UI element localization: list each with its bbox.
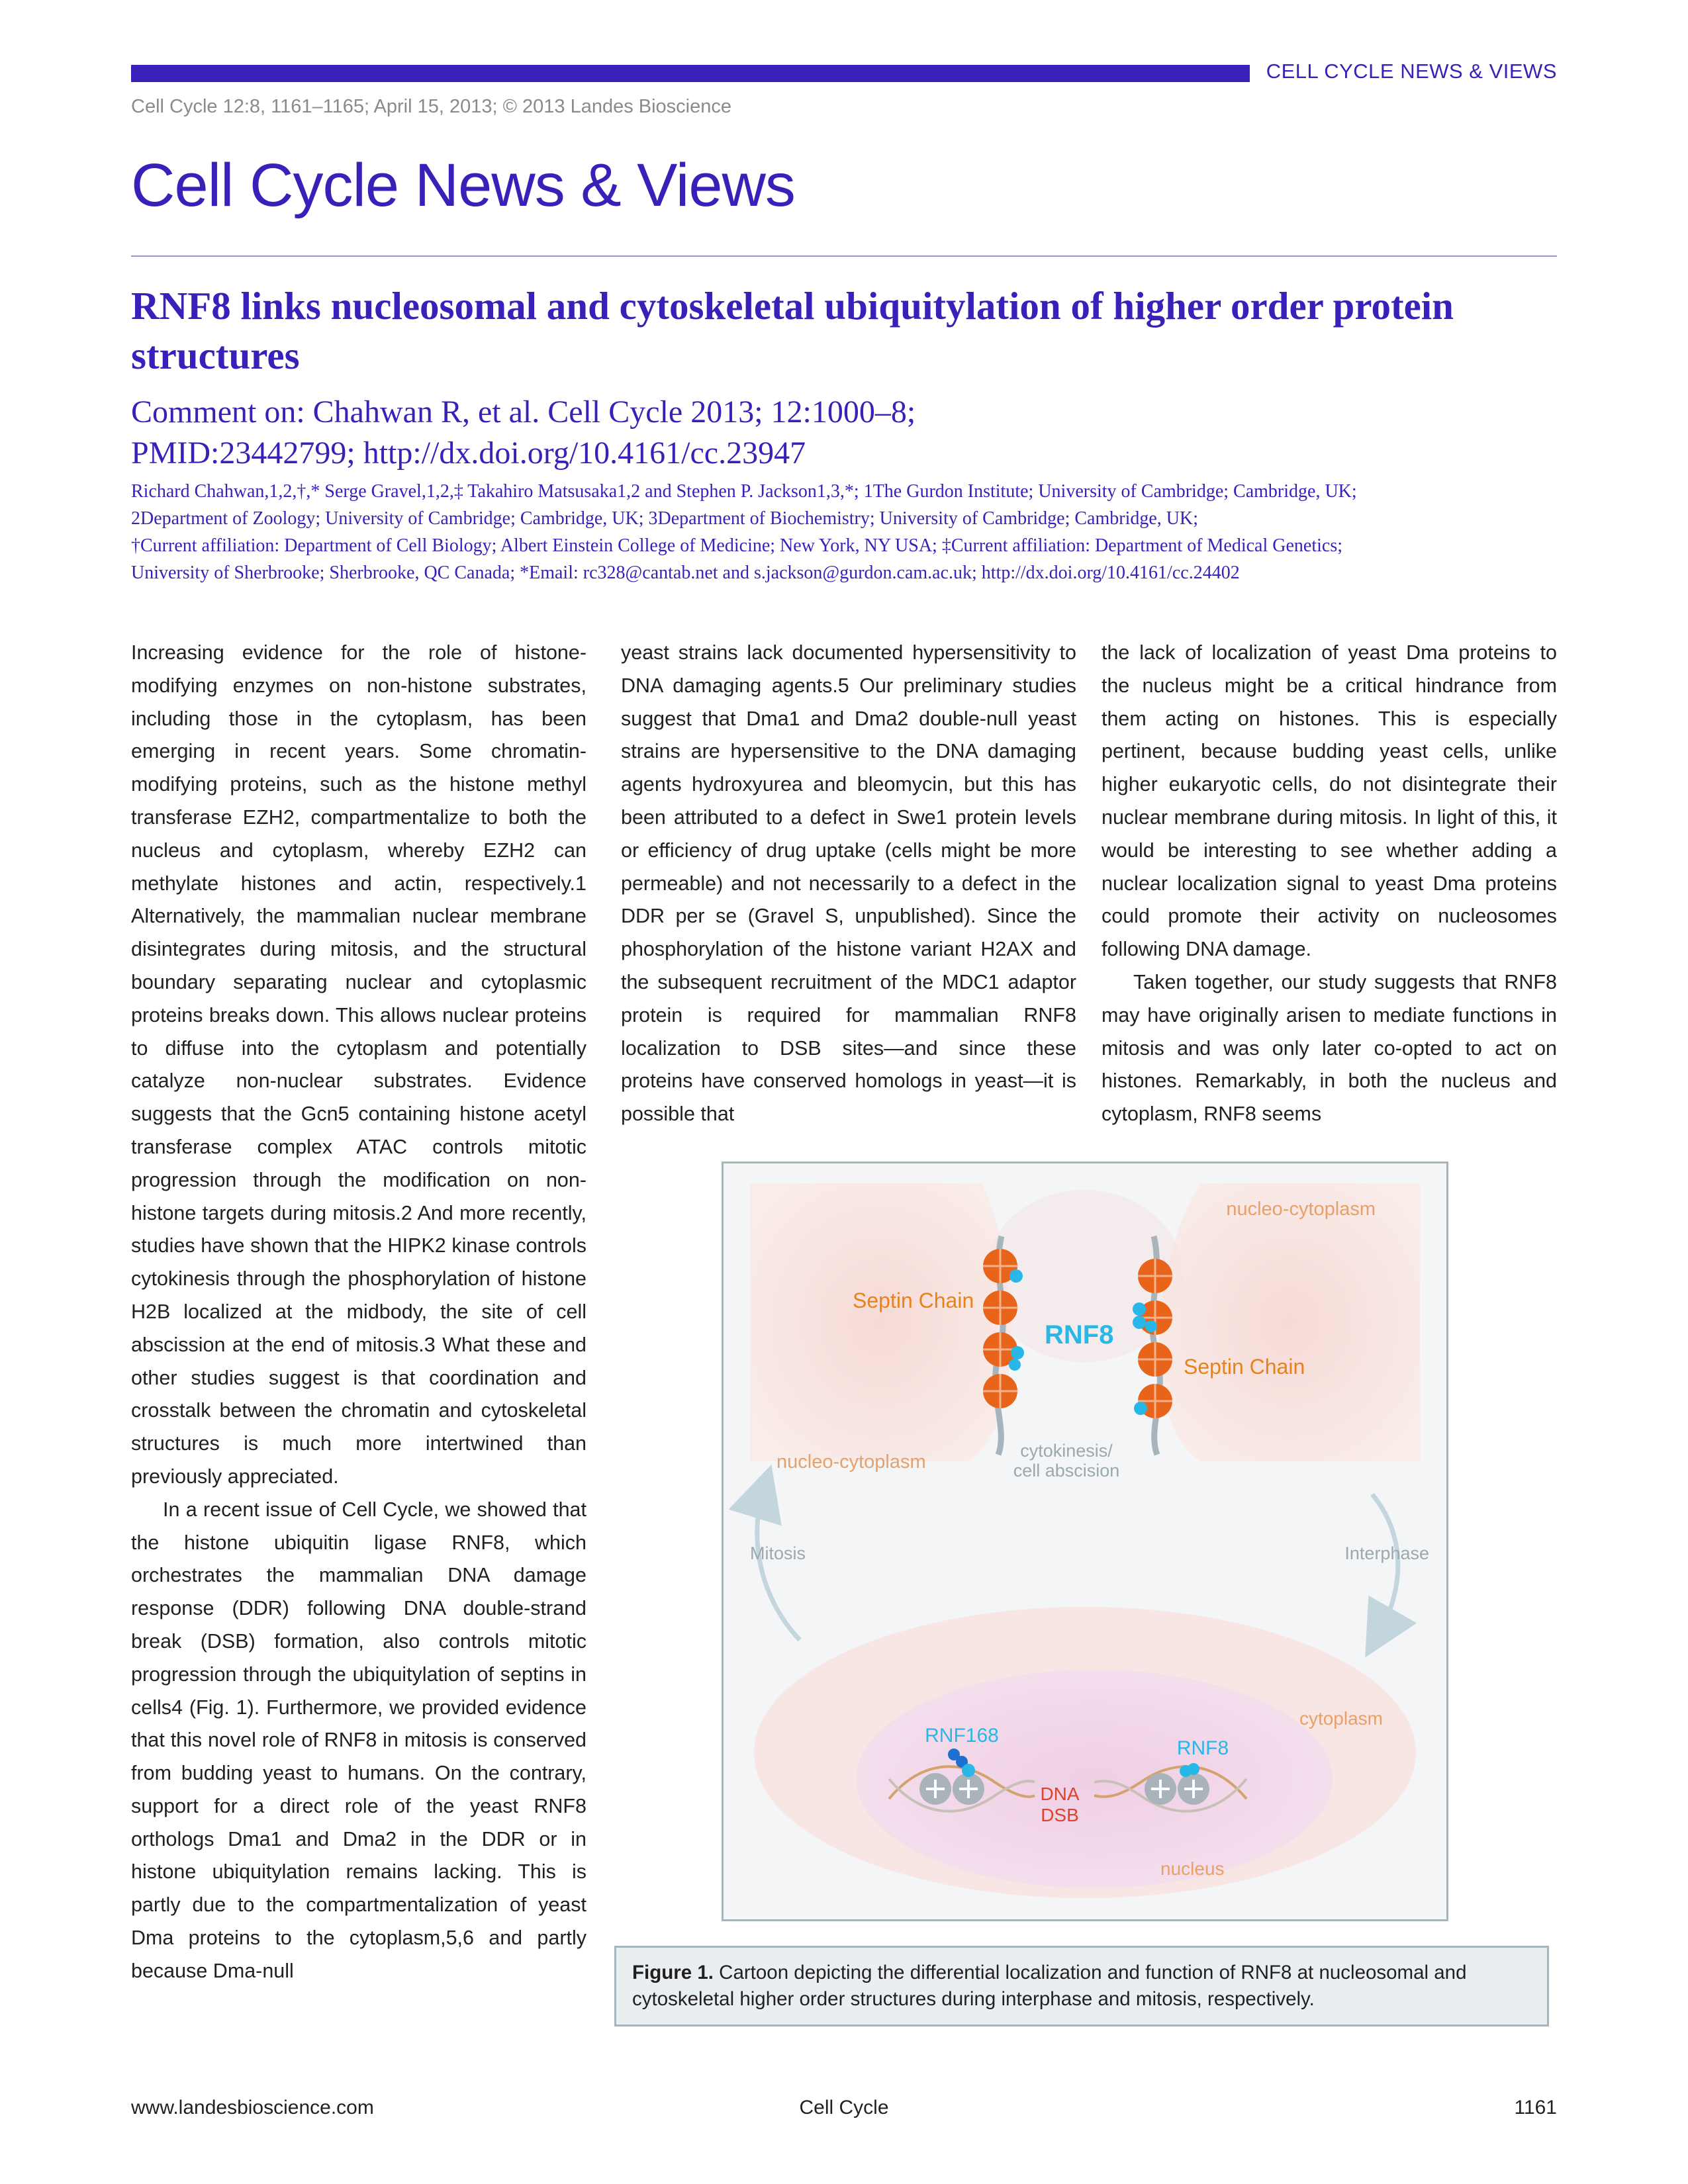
label-dna: DNA: [1040, 1784, 1080, 1804]
mitotic-cell-right: [1159, 1183, 1421, 1461]
footer-website: www.landesbioscience.com: [131, 2097, 374, 2118]
paragraph: Increasing evidence for the role of histone-modifying enzymes on non-histone substrates, including those in the cytoplasm, has been emerging in recent years. Some chromatin-modifying proteins, such as the histone methyl transferase EZH2, compartmentalize to both the nucleus and cytoplasm, whereby EZH2 can methylate histones and actin, respectively.1 Alternatively, the mammalian nuclear membrane disintegrates during mitosis, and the structural boundary separating nuclear and cytoplasmic proteins breaks down. This allows nuclear proteins to diffuse into the cytoplasm and potentially catalyze non-nuclear substrates. Evidence suggests that the Gcn5 containing histone acetyl transferase complex ATAC controls mitotic progression through the modification on non-histone targets during mitosis.2 And more recently, studies have shown that the HIPK2 kinase controls cytokinesis through the phosphorylation of histone H2B localized at the midbody, the site of cell abscission at the end of mitosis.3 What these and other studies suggest is that coordination and crosstalk between the chromatin and cytoskeletal structures is much more intertwined than previously appreciated.: [131, 641, 586, 1488]
journal-citation: Cell Cycle 12:8, 1161–1165; April 15, 2013; © 2013 Landes Bioscience: [131, 96, 732, 117]
figure-1-diagram: [724, 1163, 1446, 1919]
comment-line-2: PMID:23442799; http://dx.doi.org/10.4161/cc.23947: [131, 435, 806, 471]
article-title: RNF8 links nucleosomal and cytoskeletal ubiquitylation of higher order protein structures: [131, 284, 1454, 377]
header-color-bar: [131, 65, 1250, 82]
figure-1: [722, 1161, 1448, 1921]
paragraph: Taken together, our study suggests that RNF8 may have originally arisen to mediate functions in mitosis and was only later co-opted to act on histones. Remarkably, in both the nucleus and cytoplasm, RNF8 seems: [1102, 970, 1557, 1126]
footer-journal: Cell Cycle: [799, 2097, 889, 2118]
caption-text: Cartoon depicting the differential localization and function of RNF8 at nucleosomal and cytoskeletal higher order structures during interphase and mitosis, respectively.: [632, 1962, 1467, 2010]
caption-label: Figure 1.: [632, 1962, 714, 1983]
mitotic-cell-left: [750, 1183, 1011, 1461]
section-tag: CELL CYCLE NEWS & VIEWS: [1266, 60, 1557, 83]
label-cytoplasm: cytoplasm: [1299, 1708, 1383, 1729]
label-cytokinesis: cytokinesis/: [1020, 1441, 1113, 1461]
label-nucleus: nucleus: [1160, 1858, 1225, 1879]
paragraph: In a recent issue of Cell Cycle, we showed that the histone ubiquitin ligase RNF8, which orchestrates the mammalian DNA damage response (DDR) following DNA double-strand break (DSB) formation, also controls mitotic progression through the ubiquitylation of septins in cells4 (Fig. 1). Furthermore, we provided evidence that this novel role of RNF8 in mitosis is conserved from budding yeast to humans. On the contrary, support for a direct role of the yeast RNF8 orthologs Dma1 and Dma2 in the DDR or in histone ubiquitylation remains lacking. This is partly due to the compartmentalization of yeast Dma proteins to the cytoplasm,5,6 and partly because Dma-null: [131, 1498, 586, 1982]
paragraph: the lack of localization of yeast Dma proteins to the nucleus might be a critical hindrance from them acting on histones. This is especially pertinent, because budding yeast cells, unlike higher eukaryotic cells, do not disintegrate their nuclear membrane during mitosis. In light of this, it would be interesting to see whether adding a nuclear localization signal to yeast Dma proteins could promote their activity on nucleosomes following DNA damage.: [1102, 641, 1557, 961]
label-dsb: DSB: [1041, 1805, 1079, 1825]
label-interphase: Interphase: [1344, 1543, 1429, 1563]
label-rnf168: RNF168: [925, 1725, 999, 1747]
author-affiliations: [131, 478, 1557, 586]
body-column-3: [1102, 637, 1557, 1131]
header-divider: [131, 255, 1557, 257]
label-mitosis: Mitosis: [750, 1543, 806, 1563]
label-septin-chain-right: Septin Chain: [1184, 1355, 1305, 1379]
affiliation-line-4: University of Sherbrooke; Sherbrooke, QC Canada; *Email: rc328@cantab.net and s.jackson@gurdon.cam.ac.uk; http://dx.doi.org/10.4161/cc.24402: [131, 563, 1240, 583]
affiliation-line-1: Richard Chahwan,1,2,†,* Serge Gravel,1,2,‡ Takahiro Matsusaka1,2 and Stephen P. Jackson1,3,*; 1The Gurdon Institute; University of Cambridge; Cambridge, UK;: [131, 481, 1357, 502]
figure-caption: [614, 1946, 1549, 2026]
label-nucleo-cytoplasm-top: nucleo-cytoplasm: [1226, 1199, 1376, 1220]
body-column-2: [621, 637, 1076, 1131]
label-cell-abscision: cell abscision: [1013, 1461, 1120, 1480]
affiliation-line-2: 2Department of Zoology; University of Cambridge; Cambridge, UK; 3Department of Biochemistry; University of Cambridge; Cambridge, UK;: [131, 508, 1199, 529]
label-nucleo-cytoplasm-left: nucleo-cytoplasm: [776, 1451, 926, 1473]
paragraph: yeast strains lack documented hypersensitivity to DNA damaging agents.5 Our preliminary studies suggest that Dma1 and Dma2 double-null yeast strains are hypersensitive to the DNA damaging agents hydroxyurea and bleomycin, but this has been attributed to a defect in Swe1 protein levels or efficiency of drug uptake (cells might be more permeable) and not necessarily to a defect in the DDR per se (Gravel S, unpublished). Since the phosphorylation of the histone variant H2AX and the subsequent recruitment of the MDC1 adaptor protein is required for mammalian RNF8 localization to DSB sites—and since these proteins have conserved homologs in yeast—it is possible that: [621, 641, 1076, 1126]
label-rnf8-bottom: RNF8: [1176, 1737, 1229, 1759]
section-heading: Cell Cycle News & Views: [131, 152, 795, 219]
comment-reference: [131, 392, 1557, 474]
label-rnf8-top: RNF8: [1045, 1320, 1114, 1349]
page-number: 1161: [1514, 2097, 1557, 2118]
affiliation-line-3: †Current affiliation: Department of Cell Biology; Albert Einstein College of Medicine; New York, NY USA; ‡Current affiliation: Department of Medical Genetics;: [131, 535, 1342, 556]
label-septin-chain-left: Septin Chain: [853, 1289, 974, 1312]
body-column-1: [131, 637, 586, 1988]
comment-line-1: Comment on: Chahwan R, et al. Cell Cycle 2013; 12:1000–8;: [131, 394, 916, 430]
